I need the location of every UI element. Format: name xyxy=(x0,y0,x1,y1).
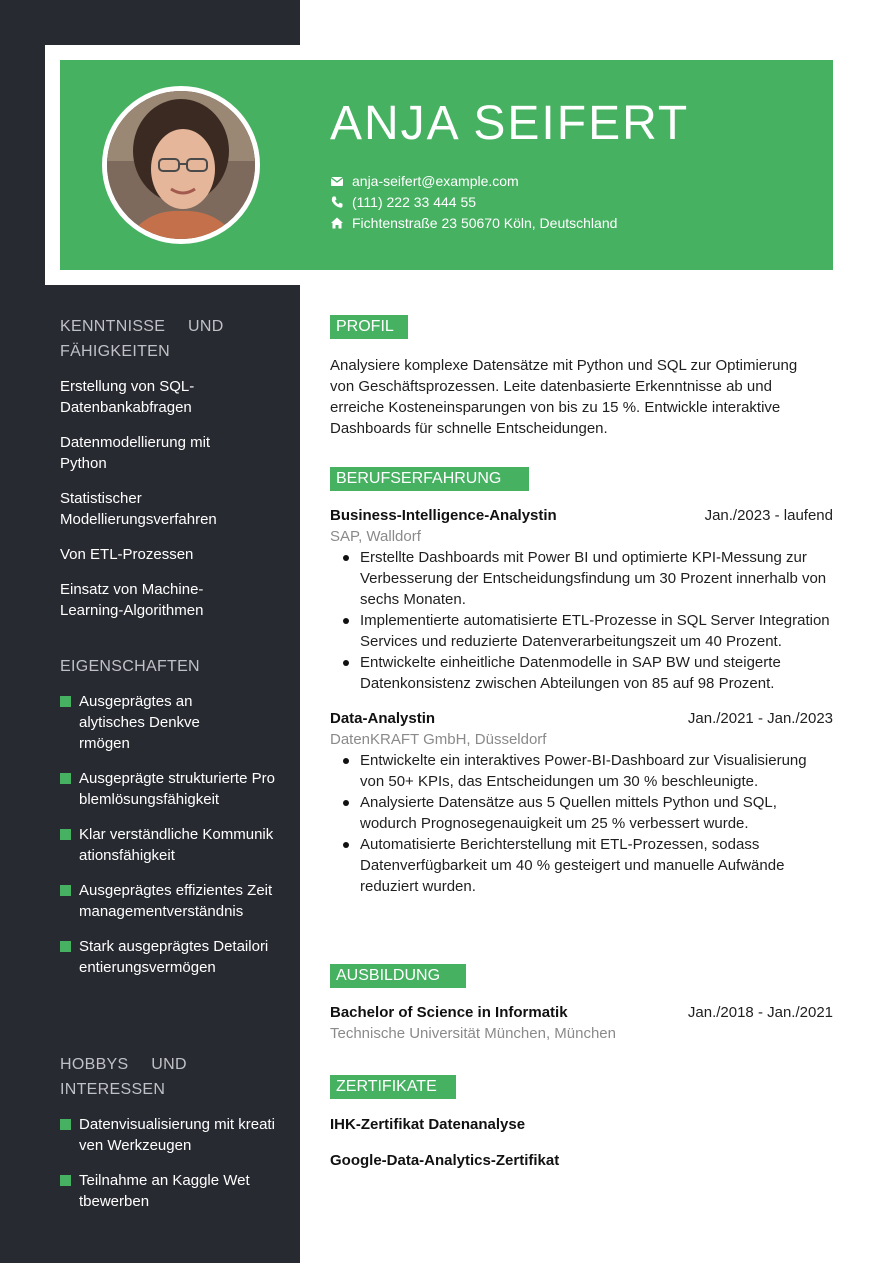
traits-heading: EIGENSCHAFTEN xyxy=(60,658,200,675)
contact-phone[interactable] xyxy=(330,191,617,212)
bullet-square-icon xyxy=(60,885,71,896)
address-text: Fichtenstraße 23 50670 Köln, Deutschland xyxy=(352,214,618,231)
job-date: Jan./2021 - Jan./2023 xyxy=(687,710,833,727)
skills-heading-line1: KENNTNISSE UND xyxy=(60,318,224,335)
trait-text: Ausgeprägte strukturierte Problemlösungsfähigkeit xyxy=(79,770,275,808)
education-heading: AUSBILDUNG xyxy=(330,964,466,988)
job-bullet xyxy=(330,750,833,792)
job-bullet xyxy=(330,834,833,897)
bullet-dot-icon xyxy=(343,618,349,624)
hobby-text: Teilnahme an Kaggle Wettbewerben xyxy=(79,1172,250,1210)
job-entry xyxy=(330,708,833,897)
trait-item xyxy=(60,691,200,754)
job-entry xyxy=(330,505,833,694)
contact-email[interactable] xyxy=(330,170,617,191)
skills-section xyxy=(60,314,275,635)
experience-section xyxy=(330,467,833,897)
traits-section xyxy=(60,654,275,992)
job-bullet-text: Automatisierte Berichterstellung mit ETL-Prozessen, sodass Datenverfügbarkeit um 40 % gesteigert und manuelle Aufwände reduziert wurden. xyxy=(360,836,785,895)
bullet-square-icon xyxy=(60,696,71,707)
job-bullet xyxy=(330,792,833,834)
bullet-square-icon xyxy=(60,1175,71,1186)
skill-item: Einsatz von Machine-Learning-Algorithmen xyxy=(60,581,204,619)
job-title: Business-Intelligence-Analystin xyxy=(330,507,557,524)
candidate-name: ANJA SEIFERT xyxy=(330,97,690,150)
envelope-icon xyxy=(330,174,344,188)
phone-text: (111) 222 33 444 55 xyxy=(352,193,477,210)
school-name: Technische Universität München, München xyxy=(330,1025,616,1042)
skill-item: Von ETL-Prozessen xyxy=(60,546,194,563)
education-date: Jan./2018 - Jan./2021 xyxy=(687,1004,833,1021)
certificate-item: Google-Data-Analytics-Zertifikat xyxy=(330,1152,560,1169)
bullet-square-icon xyxy=(60,829,71,840)
trait-item xyxy=(60,768,275,810)
profile-text: Analysiere komplexe Datensätze mit Python und SQL zur Optimierung von Geschäftsprozessen. Leite datenbasierte Erkenntnisse ab und erreiche Kosteneinsparungen von bis zu 15 %. Entwickle interaktive Dashboards für schnelle Entscheidungen. xyxy=(330,357,798,437)
job-bullet xyxy=(330,547,833,610)
contact-info xyxy=(330,170,617,233)
trait-text: Klar verständliche Kommunikationsfähigkeit xyxy=(79,826,274,864)
bullet-square-icon xyxy=(60,1119,71,1130)
job-bullet-text: Implementierte automatisierte ETL-Prozesse in SQL Server Integration Services und reduzierte Datenverarbeitungszeit um 40 Prozent. xyxy=(360,612,830,650)
email-text: anja-seifert@example.com xyxy=(352,172,519,189)
job-bullet xyxy=(330,652,833,694)
job-bullet-text: Erstellte Dashboards mit Power BI und optimierte KPI-Messung zur Verbesserung der Entscheidungsfindung um 30 Prozent innerhalb von sechs Monaten. xyxy=(360,549,827,608)
job-bullet-text: Entwickelte ein interaktives Power-BI-Dashboard zur Visualisierung von 50+ KPIs, das Entscheidungen um 30 % beschleunigte. xyxy=(360,752,807,790)
skills-heading xyxy=(60,314,275,364)
hobby-text: Datenvisualisierung mit kreativen Werkzeugen xyxy=(79,1116,275,1154)
bullet-square-icon xyxy=(60,773,71,784)
bullet-dot-icon xyxy=(343,800,349,806)
header-banner xyxy=(60,60,833,270)
job-title: Data-Analystin xyxy=(330,710,436,727)
hobby-item xyxy=(60,1114,275,1156)
job-bullet xyxy=(330,610,833,652)
certificates-section xyxy=(330,1075,833,1171)
job-header xyxy=(330,505,833,526)
phone-icon xyxy=(330,195,344,209)
job-date: Jan./2023 - laufend xyxy=(704,507,833,524)
skills-heading-line2: FÄHIGKEITEN xyxy=(60,343,170,360)
trait-text: Stark ausgeprägtes Detailorientierungsvermögen xyxy=(79,938,269,976)
trait-text: Ausgeprägtes effizientes Zeitmanagementverständnis xyxy=(79,882,273,920)
trait-item xyxy=(60,936,275,978)
bullet-dot-icon xyxy=(343,842,349,848)
job-header xyxy=(330,708,833,729)
education-header xyxy=(330,1002,833,1023)
hobbies-heading xyxy=(60,1052,275,1102)
experience-heading: BERUFSERFAHRUNG xyxy=(330,467,529,491)
home-icon xyxy=(330,216,344,230)
certificates-heading: ZERTIFIKATE xyxy=(330,1075,456,1099)
education-section xyxy=(330,964,833,1044)
hobby-item xyxy=(60,1170,250,1212)
trait-item xyxy=(60,824,275,866)
job-company: DatenKRAFT GmbH, Düsseldorf xyxy=(330,731,547,748)
job-bullets xyxy=(330,547,833,694)
skill-item: Erstellung von SQL-Datenbankabfragen xyxy=(60,378,195,416)
job-bullet-text: Entwickelte einheitliche Datenmodelle in SAP BW und steigerte Datenkonsistenz zwischen Abteilungen von 85 auf 98 Prozent. xyxy=(360,654,781,692)
job-company: SAP, Walldorf xyxy=(330,528,421,545)
degree-title: Bachelor of Science in Informatik xyxy=(330,1004,568,1021)
hobbies-heading-line1: HOBBYS UND xyxy=(60,1056,187,1073)
profile-heading: PROFIL xyxy=(330,315,408,339)
bullet-square-icon xyxy=(60,941,71,952)
job-bullets xyxy=(330,750,833,897)
profile-section xyxy=(330,315,833,439)
certificate-item: IHK-Zertifikat Datenanalyse xyxy=(330,1116,526,1133)
bullet-dot-icon xyxy=(343,555,349,561)
job-bullet-text: Analysierte Datensätze aus 5 Quellen mittels Python und SQL, wodurch Prognosegenauigkeit um 25 % verbessert wurde. xyxy=(360,794,777,832)
contact-address xyxy=(330,212,617,233)
hobbies-section xyxy=(60,1052,275,1226)
profile-photo xyxy=(102,86,260,244)
portrait-image xyxy=(107,91,255,239)
skill-item: Statistischer Modellierungsverfahren xyxy=(60,490,217,528)
hobbies-heading-line2: INTERESSEN xyxy=(60,1081,166,1098)
bullet-dot-icon xyxy=(343,758,349,764)
skill-item: Datenmodellierung mit Python xyxy=(60,434,211,472)
trait-text: Ausgeprägtes analytisches Denkvermögen xyxy=(79,693,200,752)
bullet-dot-icon xyxy=(343,660,349,666)
trait-item xyxy=(60,880,275,922)
